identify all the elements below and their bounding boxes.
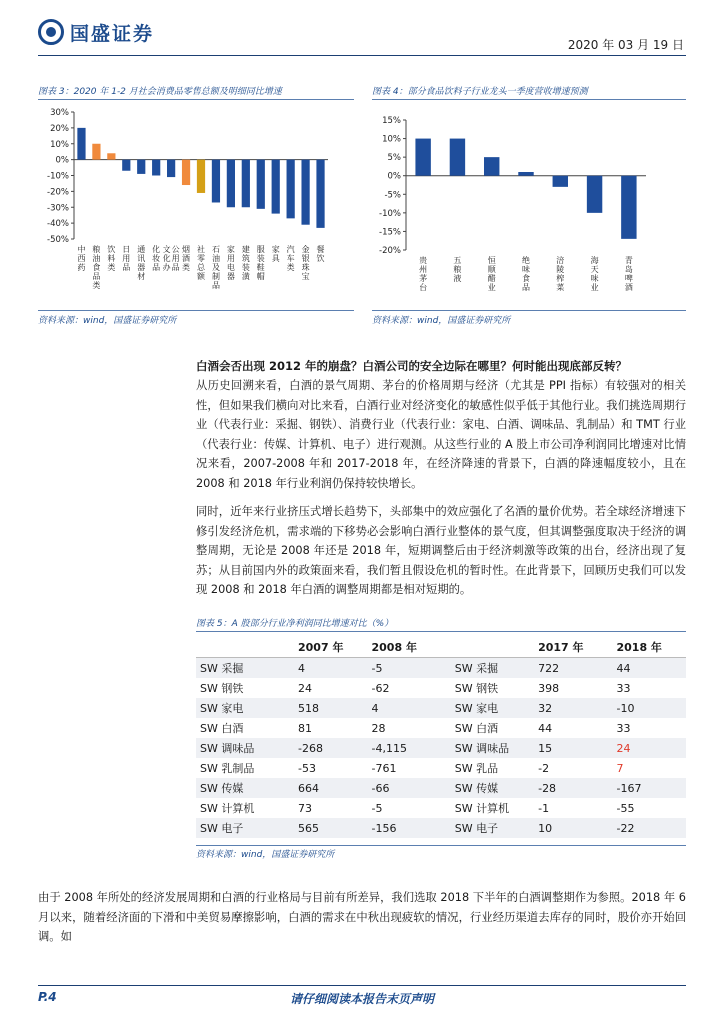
x-category-char: 类	[286, 263, 295, 272]
x-category-label	[77, 244, 85, 272]
y-tick-label: -40%	[47, 219, 69, 230]
x-category-char: 制	[211, 272, 220, 281]
bar-日用品	[122, 160, 130, 171]
x-category-char: 烟	[182, 245, 191, 254]
table-cell: SW 家电	[196, 698, 294, 718]
x-category-char: 家	[226, 245, 235, 254]
table-header-cell: 2008 年	[368, 636, 451, 658]
bar-汽车类	[287, 160, 295, 219]
y-tick-label: 10%	[50, 139, 69, 150]
x-category-char: 饮	[107, 245, 116, 254]
table-row	[196, 778, 686, 798]
x-category-char: 零	[197, 254, 205, 263]
x-category-label	[287, 244, 295, 272]
footer-divider	[38, 985, 686, 986]
table-cell: SW 乳制品	[200, 762, 255, 775]
x-category-char: 金	[301, 245, 310, 254]
footer-disclaimer: 请仔细阅读本报告末页声明	[289, 992, 434, 1006]
x-category-char: 用	[226, 254, 235, 263]
table-row	[196, 678, 686, 698]
table-row	[196, 818, 686, 838]
bar-海天味业	[587, 176, 602, 213]
bar-通讯器材	[137, 160, 145, 174]
x-category-label	[92, 244, 100, 290]
bar-社零总额	[197, 160, 205, 193]
brand-logo-icon	[38, 19, 64, 45]
x-category-char: 绝	[522, 256, 530, 265]
paragraph-2: 同时，近年来行业挤压式增长趋势下，头部集中的效应强化了名酒的量价优势。若全球经济增速下修引发经济危机，需求端的下移势必会影响白酒行业整体的景气度，但其调整强度取决于经济的调整周期，无论是 2008 年还是 2018 年，短期调整后由于经济刺激等政策的出台，经济出现了复苏；从目前国内外的政策面来看，我们暂且假设危机的暂时性。在此背景下，回顾历史我们可以发现 2008 和 2018 年白酒的调整周期都是相对短期的。	[196, 505, 686, 596]
x-category-char: 西	[77, 254, 86, 263]
table-cell: 33	[616, 721, 631, 735]
x-category-char: 车	[286, 254, 295, 263]
bar-贵州茅台	[415, 139, 430, 176]
table-cell: -22	[612, 818, 686, 838]
x-category-char: 宝	[301, 272, 310, 281]
x-category-label	[197, 244, 206, 281]
fig5-table	[196, 636, 686, 838]
table-cell: 722	[534, 658, 612, 679]
fig3-source: 资料来源：wind，国盛证券研究所	[38, 316, 177, 326]
x-category-char: 讯	[137, 254, 146, 263]
table-cell: SW 采掘	[451, 658, 534, 679]
table-cell: -761	[371, 761, 397, 775]
y-tick-label: -5%	[384, 190, 401, 201]
x-category-char: 茅	[419, 274, 428, 283]
fig4-source-rule	[372, 310, 686, 311]
fig5-title: 图表 5：A 股部分行业净利润同比增速对比（%）	[196, 619, 394, 629]
bar-青岛啤酒	[621, 176, 636, 239]
x-category-char: 用	[171, 254, 180, 263]
x-category-char: 具	[271, 254, 280, 263]
table-header-cell	[451, 636, 534, 658]
x-category-char: 业	[487, 283, 496, 292]
table-cell: -62	[371, 681, 390, 695]
x-category-char: 品	[92, 272, 101, 281]
x-category-label	[302, 244, 310, 281]
bar-金银珠宝	[301, 160, 309, 225]
x-category-label	[107, 244, 115, 272]
table-cell: SW 家电	[451, 698, 534, 718]
x-category-char: 贵	[419, 256, 428, 265]
x-category-char: 味	[522, 265, 530, 274]
table-cell: -53	[298, 761, 316, 775]
y-tick-label: -20%	[47, 187, 69, 198]
x-category-char: 电	[226, 263, 235, 272]
bar-服装鞋帽	[257, 160, 265, 209]
table-cell: 7	[616, 761, 624, 775]
fig4-title: 图表 4：部分食品饮料子行业龙头一季度营收增速预测	[372, 87, 588, 97]
table-row	[196, 718, 686, 738]
y-tick-label: -10%	[379, 208, 401, 219]
section-heading: 白酒会否出现 2012 年的崩盘？白酒公司的安全边际在哪里？何时能出现底部反转？	[196, 359, 628, 373]
table-header-cell: 2007 年	[294, 636, 368, 658]
table-cell: 44	[612, 658, 686, 679]
closing-paragraph: 由于 2008 年所处的经济发展周期和白酒的行业格局与目前有所差异，我们选取 2018 下半年的白酒调整期作为参照。2018 年 6 月以来，随着经济面的下滑和中美贸易摩擦影响，白酒的需求在中秋出现疲软的情况，行业经历渠道去库存的同时，股价亦开始回调。如	[38, 891, 686, 943]
bar-五粮液	[450, 139, 465, 176]
x-category-char: 用	[122, 254, 131, 263]
x-category-label	[242, 244, 250, 281]
bar-饮料类	[107, 153, 115, 159]
x-category-char: 青	[624, 256, 633, 265]
x-category-label	[272, 244, 281, 263]
paragraph-1: 从历史回溯来看，白酒的景气周期、茅台的价格周期与经济（尤其是 PPI 指标）有较强对的相关性，但如果我们横向对比来看，白酒行业对经济变化的敏感性似乎低于其他行业。我们挑选周期行业（代表行业：采掘、钢铁）、消费行业（代表行业：家电、白酒、调味品、乳制品）和 TMT 行业（代表行业：传媒、计算机、电子）进行观测。从这些行业的 A 股上市公司净利润同比增速对比情况来看，2007-2008 年和 2017-2018 年，在经济降速的背景下，白酒的降速幅度较小，且在 2008 和 2018 年行业利润仍保持较快增长。	[196, 379, 686, 490]
x-category-char: 饮	[316, 254, 325, 263]
x-category-char: 油	[92, 254, 101, 263]
table-row	[196, 698, 686, 718]
table-cell: 44	[538, 721, 553, 735]
table-row	[196, 738, 686, 758]
x-category-char: 液	[453, 274, 462, 283]
table-row	[196, 658, 686, 679]
x-category-char: 陵	[556, 265, 565, 274]
table-cell: -28	[534, 778, 612, 798]
x-category-char: 醋	[487, 274, 496, 283]
table-cell: SW 白酒	[454, 722, 499, 735]
y-tick-label: 30%	[50, 108, 69, 118]
x-category-char: 业	[590, 283, 599, 292]
table-cell: 664	[294, 778, 368, 798]
x-category-char: 办	[162, 263, 171, 272]
table-header-cell: 2018 年	[612, 636, 686, 658]
fig4-source: 资料来源：wind，国盛证券研究所	[372, 316, 511, 326]
x-category-char: 食	[92, 263, 101, 272]
table-cell: -156	[368, 818, 451, 838]
x-category-char: 家	[271, 245, 280, 254]
page-number: P.4	[38, 990, 57, 1004]
table-header-cell	[196, 636, 294, 658]
fig3-source-rule	[38, 310, 354, 311]
table-cell: -1	[538, 801, 550, 815]
x-category-char: 珠	[301, 263, 310, 272]
x-category-char: 酒	[624, 283, 633, 292]
bar-绝味食品	[518, 172, 533, 176]
table-cell: SW 采掘	[196, 658, 294, 679]
bar-文化办公用品	[167, 160, 175, 177]
x-category-label	[625, 255, 633, 292]
fig4-title-rule	[372, 99, 686, 100]
x-category-char: 天	[590, 265, 599, 274]
bar-中西药	[77, 128, 85, 160]
table-cell: -5	[371, 801, 383, 815]
x-category-char: 岛	[624, 265, 633, 274]
x-category-label	[227, 244, 235, 281]
table-cell: -55	[616, 801, 635, 815]
bar-餐饮	[316, 160, 324, 228]
x-category-char: 品	[122, 263, 131, 272]
x-category-char: 额	[197, 272, 205, 281]
table-cell: -268	[294, 738, 368, 758]
x-category-char: 装	[241, 263, 250, 272]
x-category-char: 帽	[256, 272, 265, 281]
x-category-char: 公	[171, 245, 180, 254]
table-cell: -10	[612, 698, 686, 718]
x-category-label	[163, 244, 180, 272]
x-category-char: 装	[256, 254, 265, 263]
table-cell: SW 钢铁	[200, 682, 244, 695]
brand-logo	[38, 16, 154, 48]
header-divider	[38, 55, 686, 56]
x-category-char: 石	[211, 245, 220, 254]
x-category-char: 社	[197, 245, 205, 254]
fig3-chart	[38, 102, 354, 310]
x-category-char: 妆	[152, 254, 161, 263]
table-cell: 518	[294, 698, 368, 718]
table-cell: 81	[298, 721, 312, 735]
table-cell: 4	[294, 658, 368, 679]
x-category-char: 粮	[92, 245, 101, 254]
table-cell: SW 电子	[196, 818, 294, 838]
x-category-char: 类	[182, 263, 191, 272]
table-cell: 4	[368, 698, 451, 718]
y-tick-label: 0%	[55, 155, 69, 166]
y-tick-label: -50%	[47, 235, 69, 245]
fig3-title-rule	[38, 99, 354, 100]
table-cell: -4,115	[368, 738, 451, 758]
bar-涪陵榨菜	[553, 176, 568, 187]
y-tick-label: -20%	[379, 246, 401, 256]
x-category-char: 品	[211, 281, 220, 290]
x-category-char: 品	[171, 263, 180, 272]
brand-name: 国盛证券	[70, 22, 155, 45]
x-category-char: 料	[107, 254, 116, 263]
bar-家用电器	[227, 160, 235, 208]
table-cell: SW 调味品	[196, 738, 294, 758]
bar-家具	[272, 160, 280, 214]
bar-石油及制品	[212, 160, 220, 203]
x-category-char: 化	[162, 254, 171, 263]
x-category-char: 州	[419, 265, 428, 274]
bar-化妆品	[152, 160, 160, 176]
x-category-label	[453, 256, 461, 283]
y-tick-label: 5%	[387, 153, 401, 164]
table-cell: 73	[298, 801, 312, 815]
y-tick-label: -30%	[47, 203, 69, 214]
x-category-label	[137, 244, 145, 281]
bar-粮油食品类	[92, 144, 100, 160]
table-cell: SW 计算机	[454, 802, 510, 815]
table-cell: -5	[368, 658, 451, 679]
table-row	[196, 758, 686, 778]
table-cell: 32	[534, 698, 612, 718]
y-tick-label: 20%	[50, 123, 69, 134]
bar-恒顺醋业	[484, 157, 499, 176]
x-category-char: 酒	[182, 254, 191, 263]
x-category-char: 类	[107, 263, 116, 272]
x-category-char: 品	[152, 263, 161, 272]
fig5-source-rule	[196, 845, 686, 846]
x-category-char: 味	[590, 274, 599, 283]
x-category-char: 菜	[556, 283, 565, 292]
x-category-char: 餐	[316, 245, 325, 254]
x-category-char: 潢	[241, 272, 250, 281]
x-category-label	[419, 255, 428, 292]
x-category-char: 药	[77, 263, 86, 272]
x-category-char: 日	[122, 245, 131, 254]
x-category-label	[522, 255, 530, 292]
table-cell: 398	[538, 681, 560, 695]
fig4-chart	[372, 102, 686, 310]
table-cell: 15	[534, 738, 612, 758]
x-category-char: 及	[211, 263, 220, 272]
x-category-char: 化	[152, 245, 161, 254]
y-tick-label: -15%	[379, 227, 401, 238]
table-cell: SW 传媒	[196, 778, 294, 798]
table-cell: SW 计算机	[200, 802, 255, 815]
table-cell: SW 电子	[451, 818, 534, 838]
x-category-char: 建	[241, 245, 250, 254]
x-category-label	[152, 244, 160, 272]
table-cell: -66	[368, 778, 451, 798]
x-category-char: 顺	[487, 265, 496, 274]
table-cell: SW 乳品	[454, 762, 499, 775]
table-cell: 24	[298, 681, 312, 695]
x-category-char: 恒	[487, 256, 496, 265]
x-category-char: 品	[522, 283, 530, 292]
fig5-title-rule	[196, 631, 686, 632]
x-category-char: 油	[211, 254, 220, 263]
x-category-char: 器	[226, 272, 235, 281]
x-category-label	[591, 255, 599, 292]
x-category-char: 材	[137, 272, 146, 281]
x-category-label	[212, 245, 220, 290]
y-tick-label: 0%	[387, 171, 401, 182]
table-cell: 10	[534, 818, 612, 838]
x-category-char: 粮	[453, 265, 462, 274]
table-cell: SW 白酒	[200, 722, 244, 735]
x-category-char: 中	[77, 245, 86, 254]
x-category-label	[182, 244, 190, 272]
bar-建筑装潢	[242, 160, 250, 208]
fig5-source: 资料来源：wind，国盛证券研究所	[196, 850, 335, 860]
x-category-char: 啤	[624, 274, 633, 283]
y-tick-label: 15%	[382, 116, 401, 126]
x-category-char: 总	[197, 263, 205, 272]
x-category-label	[317, 244, 325, 263]
x-category-char: 五	[453, 256, 462, 265]
x-category-char: 涪	[556, 256, 565, 265]
x-category-char: 食	[522, 274, 530, 283]
x-category-label	[122, 245, 130, 272]
y-tick-label: -10%	[47, 171, 69, 182]
x-category-char: 台	[419, 283, 428, 292]
x-category-char: 通	[137, 245, 146, 254]
x-category-char: 文	[162, 245, 171, 254]
table-cell: SW 传媒	[451, 778, 534, 798]
x-category-char: 筑	[241, 254, 250, 263]
table-header-row	[196, 636, 686, 658]
table-cell: SW 调味品	[451, 738, 534, 758]
x-category-label	[488, 255, 497, 292]
table-header-cell: 2017 年	[534, 636, 612, 658]
report-date: 2020 年 03 月 19 日	[567, 38, 684, 52]
x-category-char: 鞋	[256, 263, 265, 272]
x-category-label	[257, 245, 265, 281]
table-cell: 24	[612, 738, 686, 758]
x-category-label	[556, 255, 564, 292]
x-category-char: 海	[590, 256, 599, 265]
x-category-char: 榨	[556, 274, 565, 283]
table-cell: -2	[538, 761, 550, 775]
x-category-char: 银	[301, 254, 310, 263]
table-row	[196, 798, 686, 818]
x-category-char: 服	[256, 245, 265, 254]
x-category-char: 器	[137, 263, 146, 272]
x-category-char: 类	[92, 281, 101, 290]
table-cell: 33	[616, 681, 631, 695]
table-cell: 28	[371, 721, 386, 735]
table-cell: 565	[294, 818, 368, 838]
x-category-char: 汽	[286, 245, 295, 254]
bar-烟酒类	[182, 160, 190, 185]
table-cell: -167	[612, 778, 686, 798]
fig3-title: 图表 3：2020 年 1-2 月社会消费品零售总额及明细同比增速	[38, 87, 282, 97]
y-tick-label: 10%	[382, 134, 401, 145]
table-cell: SW 钢铁	[454, 682, 499, 695]
